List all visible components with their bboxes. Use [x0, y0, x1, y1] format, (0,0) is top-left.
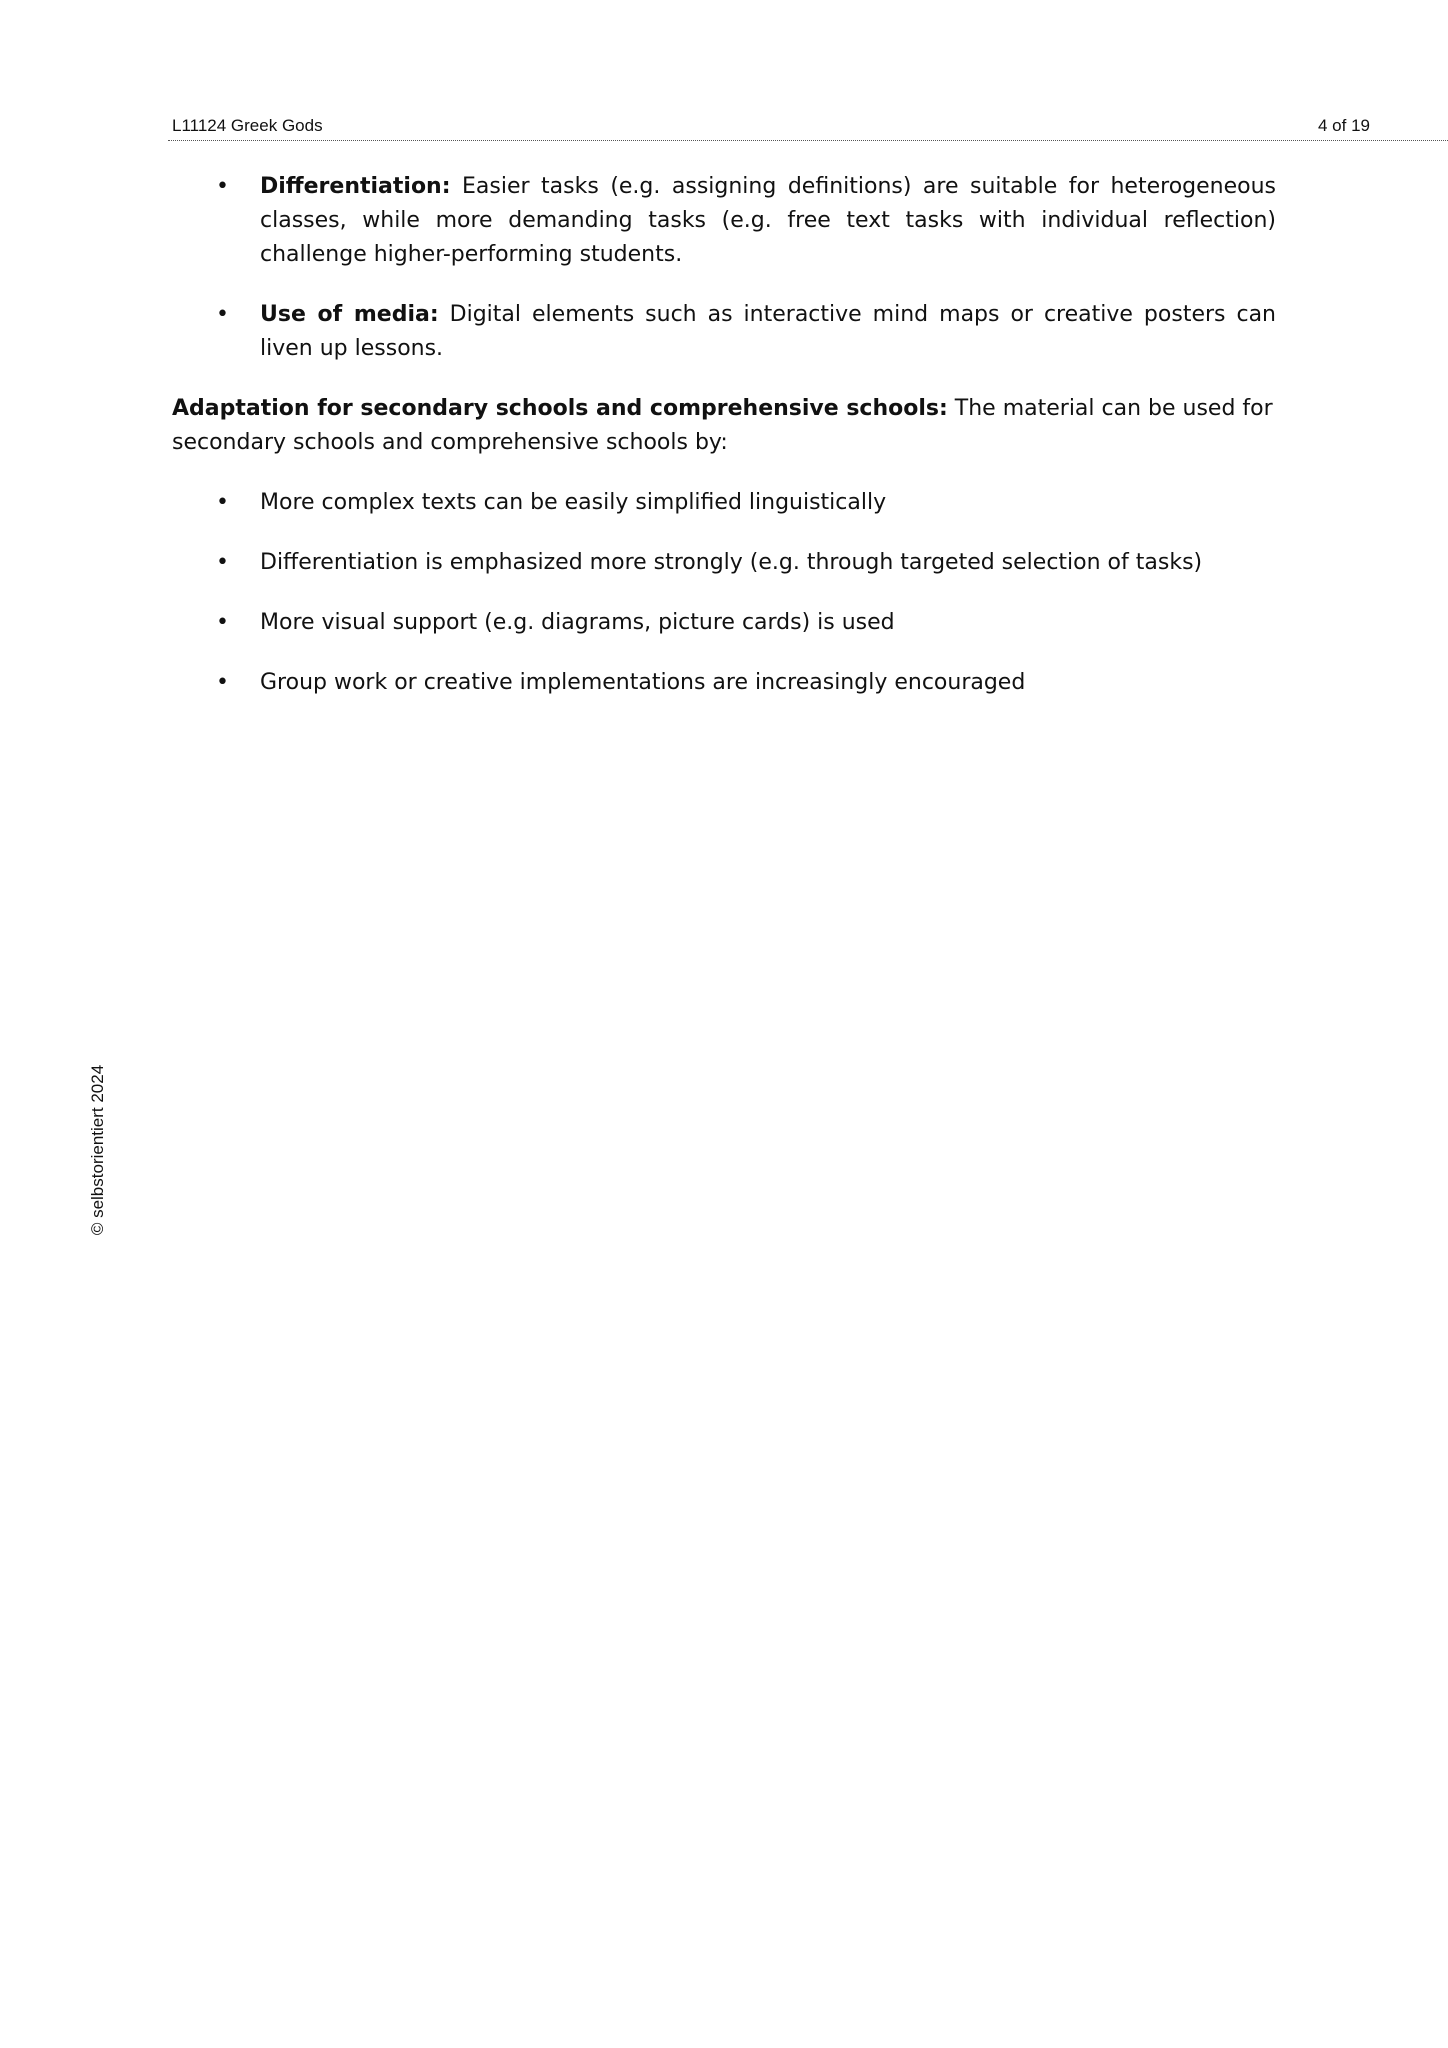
- adaptation-text: The material can be used for secondary schools and comprehensive schools by:: [172, 396, 1273, 455]
- document-title: L11124 Greek Gods: [172, 116, 323, 135]
- list-item-text: Group work or creative implementations are increasingly encouraged: [260, 670, 1026, 695]
- list-item: [172, 486, 1276, 520]
- bullet-icon: •: [216, 490, 229, 515]
- page-indicator: 4 of 19: [1318, 116, 1370, 135]
- list-item-text: More complex texts can be easily simplified linguistically: [260, 490, 887, 515]
- page-header: [168, 114, 1448, 141]
- adaptation-label: Adaptation for secondary schools and comprehensive schools:: [172, 396, 948, 421]
- list-item: [172, 546, 1276, 580]
- bullet-icon: •: [216, 302, 229, 327]
- list-item-differentiation: [172, 170, 1276, 272]
- bullet-icon: •: [216, 174, 229, 199]
- bullet-icon: •: [216, 550, 229, 575]
- adaptation-paragraph: [172, 392, 1276, 460]
- list-item-label: Differentiation:: [260, 174, 451, 199]
- list-item-text: More visual support (e.g. diagrams, picture cards) is used: [260, 610, 895, 635]
- list-item-text: Easier tasks (e.g. assigning definitions) are suitable for heterogeneous classes, while more demanding tasks (e.g. free text tasks with individual reflection) challenge higher-performing students.: [260, 174, 1276, 267]
- list-item-text: Differentiation is emphasized more strongly (e.g. through targeted selection of tasks): [260, 550, 1203, 575]
- list-item-use-of-media: [172, 298, 1276, 366]
- bullet-list-top: [172, 170, 1276, 366]
- bullet-icon: •: [216, 610, 229, 635]
- list-item: [172, 606, 1276, 640]
- side-copyright: © selbstorientiert 2024: [88, 1064, 107, 1236]
- page-content: [172, 170, 1276, 700]
- bullet-icon: •: [216, 670, 229, 695]
- list-item-label: Use of media:: [260, 302, 439, 327]
- list-item: [172, 666, 1276, 700]
- bullet-list-bottom: [172, 486, 1276, 700]
- list-item-text: Digital elements such as interactive mind maps or creative posters can liven up lessons.: [260, 302, 1276, 361]
